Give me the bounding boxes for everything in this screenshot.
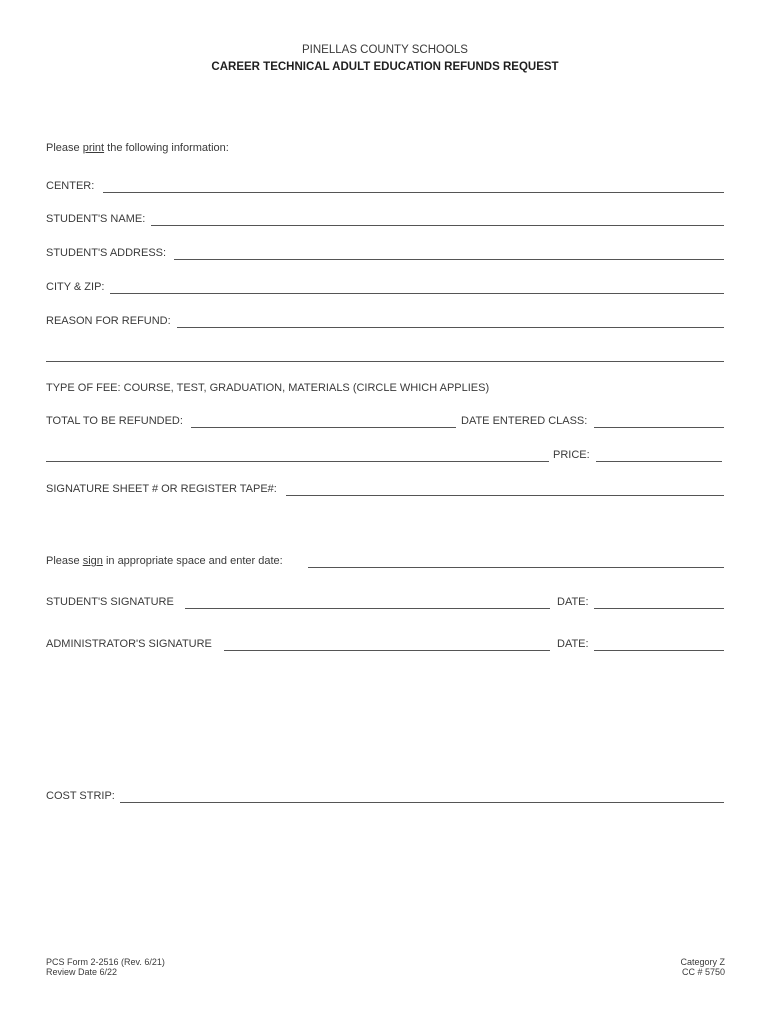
total-refunded-field[interactable]: [191, 427, 456, 428]
cost-center: CC # 5750: [681, 967, 725, 977]
center-field[interactable]: [103, 192, 724, 193]
student-date-label: DATE:: [557, 596, 589, 608]
item-description-field[interactable]: [46, 461, 549, 462]
reason-label: REASON FOR REFUND:: [46, 315, 171, 327]
review-date: Review Date 6/22: [46, 967, 118, 977]
sign-date-field[interactable]: [308, 567, 724, 568]
admin-date-label: DATE:: [557, 638, 589, 650]
sign-instruction-after: in appropriate space and enter date:: [102, 555, 283, 567]
reason-field[interactable]: [177, 327, 724, 328]
total-refunded-label: TOTAL TO BE REFUNDED:: [46, 415, 183, 427]
signature-sheet-field[interactable]: [286, 495, 724, 496]
student-signature-field[interactable]: [185, 608, 550, 609]
student-name-label: STUDENT'S NAME:: [46, 213, 146, 225]
signature-sheet-label: SIGNATURE SHEET # OR REGISTER TAPE#:: [46, 483, 277, 495]
student-address-field[interactable]: [174, 259, 724, 260]
footer-right: [560, 957, 725, 977]
city-zip-label: CITY & ZIP:: [46, 281, 105, 293]
org-name: PINELLAS COUNTY SCHOOLS: [302, 44, 468, 56]
sign-instruction: [46, 555, 283, 567]
form-number: PCS Form 2-2516 (Rev. 6/21): [46, 957, 165, 967]
date-entered-label: DATE ENTERED CLASS:: [461, 415, 588, 427]
footer-left: [46, 957, 165, 977]
price-field[interactable]: [596, 461, 722, 462]
print-instruction-emph: print: [82, 142, 105, 154]
admin-date-field[interactable]: [594, 650, 724, 651]
student-signature-label: STUDENT'S SIGNATURE: [46, 596, 174, 608]
center-label: CENTER:: [46, 180, 95, 192]
admin-signature-label: ADMINISTRATOR'S SIGNATURE: [46, 638, 212, 650]
student-address-label: STUDENT'S ADDRESS:: [46, 247, 167, 259]
cost-strip-label: COST STRIP:: [46, 790, 115, 802]
type-of-fee-label: TYPE OF FEE: COURSE, TEST, GRADUATION, MATERIALS (CIRCLE WHICH APPLIES): [46, 382, 490, 394]
reason-field-line-2[interactable]: [46, 361, 724, 362]
city-zip-field[interactable]: [110, 293, 724, 294]
sign-instruction-emph: sign: [82, 555, 103, 567]
sign-instruction-before: Please: [46, 555, 83, 567]
admin-signature-field[interactable]: [224, 650, 550, 651]
price-label: PRICE:: [553, 449, 590, 461]
date-entered-field[interactable]: [594, 427, 724, 428]
print-instruction-after: the following information:: [104, 142, 229, 154]
student-date-field[interactable]: [594, 608, 724, 609]
category: Category Z: [680, 957, 725, 967]
print-instruction-before: Please: [46, 142, 83, 154]
form-title: CAREER TECHNICAL ADULT EDUCATION REFUNDS REQUEST: [211, 61, 559, 73]
student-name-field[interactable]: [151, 225, 724, 226]
cost-strip-field[interactable]: [120, 802, 724, 803]
print-instruction: [46, 142, 229, 154]
